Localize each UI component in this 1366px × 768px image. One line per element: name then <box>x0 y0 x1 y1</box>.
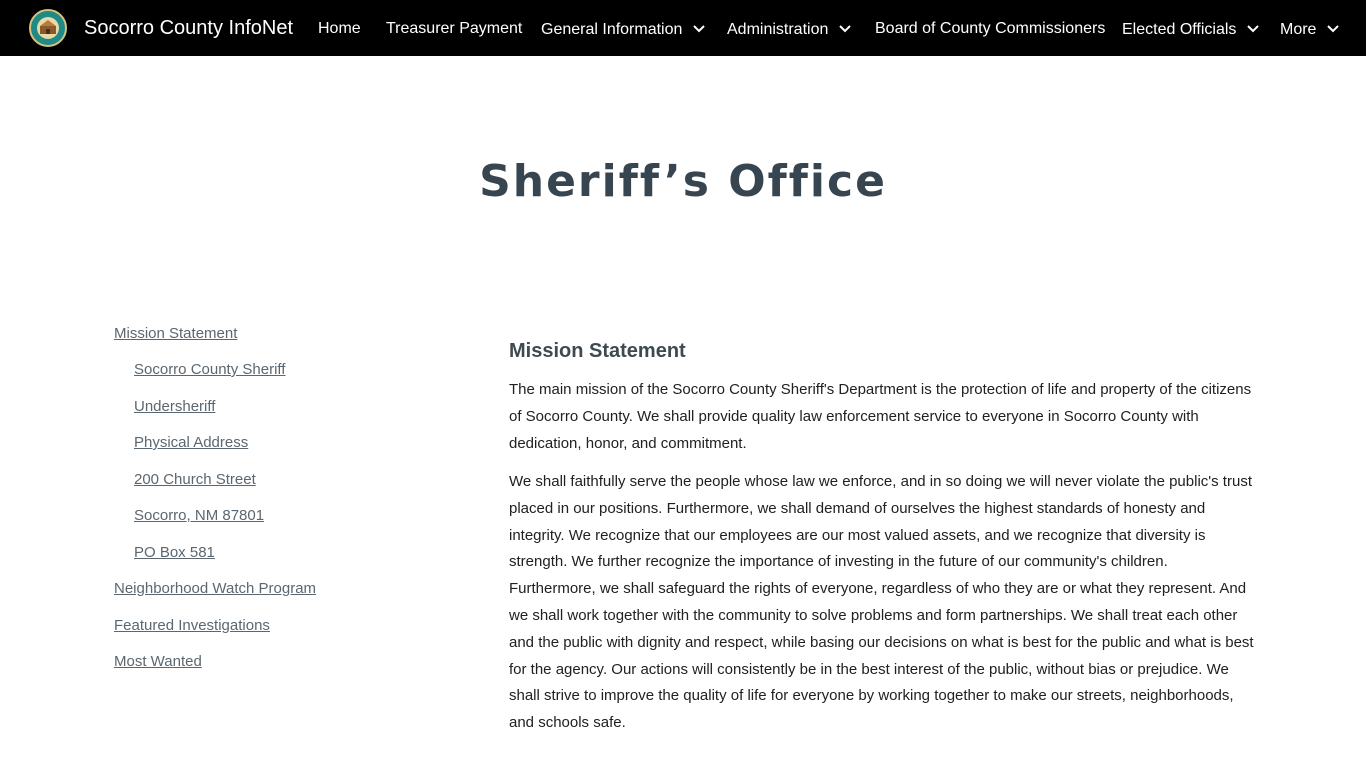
mission-paragraph-1: The main mission of the Socorro County Sheriff's Department is the protection of life and property of the citizens of Socorro County. We shall provide quality law enforcement service to everyone in Socorro County with dedication, honor, and commitment. <box>509 381 1252 452</box>
chevron-down-icon <box>693 18 705 40</box>
toc-socorro-county-sheriff[interactable]: Socorro County Sheriff <box>134 361 286 378</box>
section-heading-mission-statement: Mission Statement <box>509 340 686 362</box>
chevron-down-icon <box>839 18 851 40</box>
nav-home-label: Home <box>318 20 361 37</box>
toc-physical-address[interactable]: Physical Address <box>134 434 249 451</box>
chevron-down-icon <box>1247 18 1259 40</box>
county-seal-logo[interactable] <box>29 9 67 47</box>
toc-featured-investigations[interactable]: Featured Investigations <box>114 617 270 634</box>
toc-undersheriff[interactable]: Undersheriff <box>134 398 216 415</box>
nav-treasurer-payment[interactable] <box>386 18 522 40</box>
nav-elected-officials[interactable] <box>1122 18 1259 41</box>
nav-board-label: Board of County Commissioners <box>875 20 1106 37</box>
nav-treasurer-payment-label: Treasurer Payment <box>386 20 523 37</box>
nav-general-information-label: General Information <box>541 21 683 38</box>
top-navigation-bar <box>0 0 1366 56</box>
nav-elected-officials-label: Elected Officials <box>1122 21 1237 38</box>
nav-more-label: More <box>1280 21 1317 38</box>
toc-po-box[interactable]: PO Box 581 <box>134 544 215 561</box>
toc-socorro-nm[interactable]: Socorro, NM 87801 <box>134 507 265 524</box>
nav-administration[interactable] <box>727 18 851 41</box>
site-title[interactable]: Socorro County InfoNet <box>84 17 293 39</box>
nav-home[interactable] <box>318 18 361 40</box>
mission-paragraph-2: We shall faithfully serve the people whose law we enforce, and in so doing we will never violate the public's trust placed in our positions. Furthermore, we shall demand of ourselves the highest standards of honesty and integrity. We recognize that our employees are our most valued assets, and we recognize that diversity is strength. We further recognize the importance of investing in the future of our community's children. Furthermore, we shall safeguard the rights of everyone, regardless of who they are or what they represent. And we shall work together with the community to solve problems and form partnerships. We shall treat each other and the public with dignity and respect, while basing our decisions on what is best for the public and what is best for the agency. Our actions will consistently be in the best interest of the public, without bias or prejudice. We shall strive to improve the quality of life for everyone by working together to make our streets, neighborhoods, and schools safe. <box>509 473 1254 732</box>
nav-administration-label: Administration <box>727 21 829 38</box>
toc-neighborhood-watch[interactable]: Neighborhood Watch Program <box>114 580 317 597</box>
chevron-down-icon <box>1327 18 1339 40</box>
nav-board-of-county-commissioners[interactable] <box>875 18 1105 40</box>
toc-200-church-street[interactable]: 200 Church Street <box>134 471 256 488</box>
toc-most-wanted[interactable]: Most Wanted <box>114 653 202 670</box>
toc-mission-statement[interactable]: Mission Statement <box>114 325 238 342</box>
page-title: Sheriff’s Office <box>479 156 887 207</box>
nav-general-information[interactable] <box>541 18 705 41</box>
nav-more[interactable] <box>1280 18 1339 41</box>
